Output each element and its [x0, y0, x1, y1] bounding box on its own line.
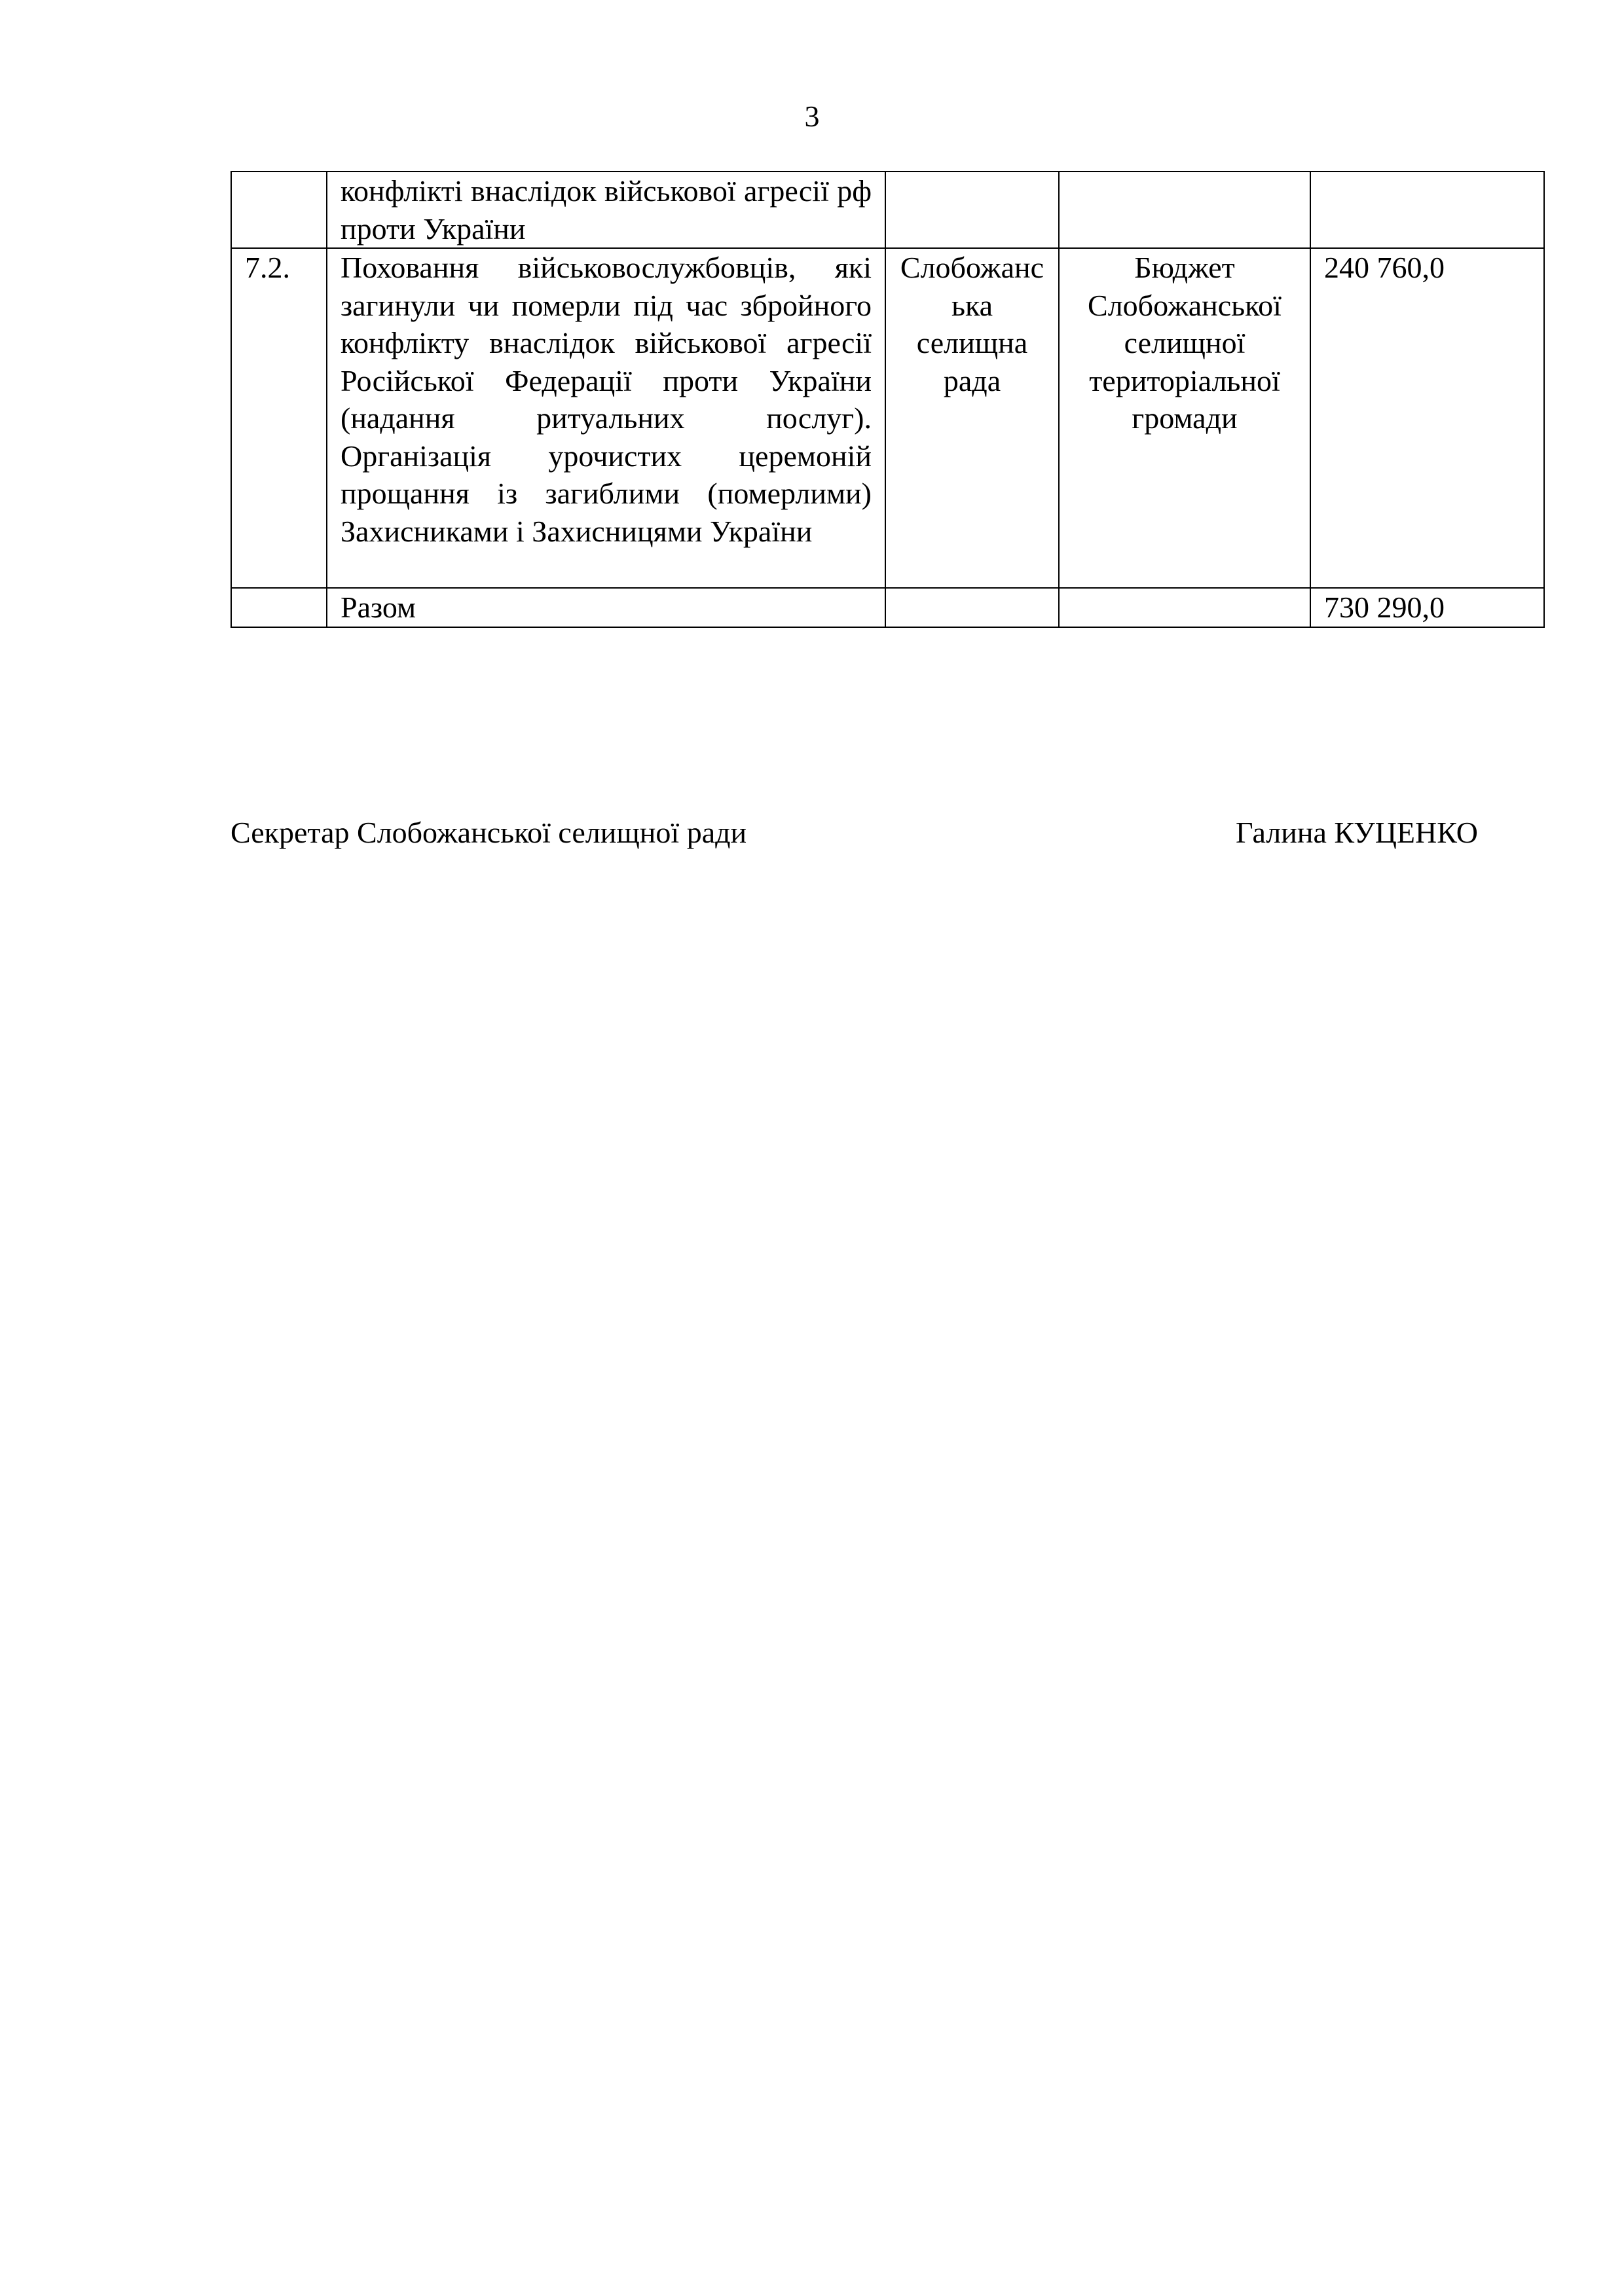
- row-source-cell: Бюджет Слобожанської селищної територіальної громади: [1059, 248, 1310, 588]
- row-amount-cell: 240 760,0: [1310, 248, 1544, 588]
- signer-name: Галина КУЦЕНКО: [1236, 816, 1478, 849]
- row-executor-cell: [885, 588, 1059, 627]
- row-amount-cell: [1310, 172, 1544, 248]
- row-number-cell: [231, 588, 327, 627]
- table-row: [231, 172, 1544, 248]
- row-source-cell: [1059, 172, 1310, 248]
- table-row: [231, 248, 1544, 588]
- table-row-total: [231, 588, 1544, 627]
- total-label-cell: Разом: [327, 588, 885, 627]
- row-executor-cell: Слобожанська селищна рада: [885, 248, 1059, 588]
- row-number-cell: [231, 172, 327, 248]
- total-amount-cell: 730 290,0: [1310, 588, 1544, 627]
- row-source-cell: [1059, 588, 1310, 627]
- page-number: 3: [804, 100, 820, 133]
- row-number-cell: 7.2.: [231, 248, 327, 588]
- row-executor-cell: [885, 172, 1059, 248]
- signer-position: Секретар Слобожанської селищної ради: [231, 816, 747, 849]
- row-description-cell: Поховання військовослужбовців, які загинули чи померли під час збройного конфлікту внаслідок військової агресії Російської Федерації проти України (надання ритуальних послуг). Організація урочистих церемоній прощання із загиблими (померлими) Захисниками і Захисницями України: [327, 248, 885, 588]
- row-description-cell: конфлікті внаслідок військової агресії рф проти України: [327, 172, 885, 248]
- measures-table: [231, 171, 1545, 628]
